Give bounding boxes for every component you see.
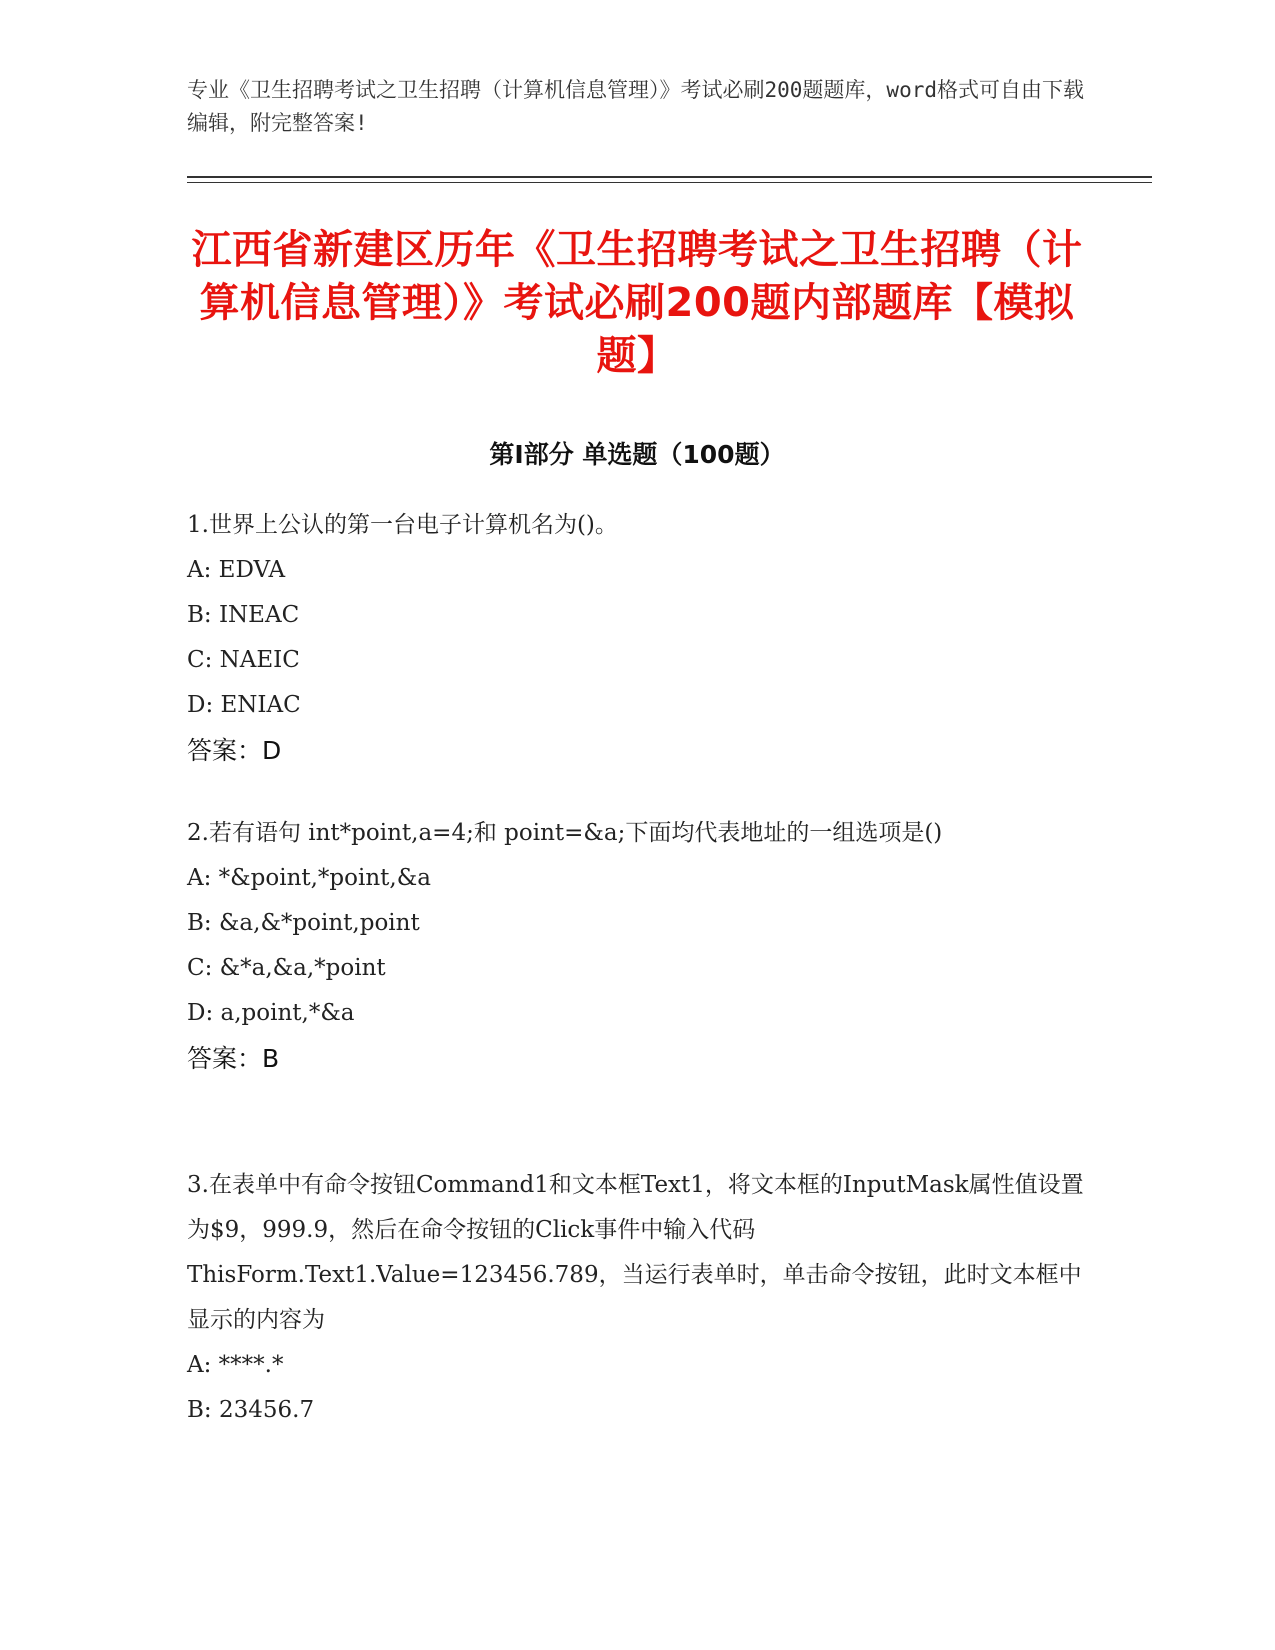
question-stem: 3.在表单中有命令按钮Command1和文本框Text1，将文本框的InputMask属性值设置为$9，999.9，然后在命令按钮的Click事件中输入代码ThisForm.Text1.Value=123456.789，当运行表单时，单击命令按钮，此时文本框中显示的内容为 <box>187 1172 1084 1333</box>
question-2 <box>187 811 1087 1081</box>
option-b: B: INEAC <box>187 602 300 628</box>
header-note: 专业《卫生招聘考试之卫生招聘（计算机信息管理）》考试必刷200题题库，word格式可自由下载编辑，附完整答案! <box>187 78 1084 135</box>
option-b: B: &a,&*point,point <box>187 910 420 936</box>
question-stem: 1.世界上公认的第一台电子计算机名为()。 <box>187 512 618 538</box>
option-c: C: NAEIC <box>187 647 300 673</box>
document-title: 江西省新建区历年《卫生招聘考试之卫生招聘（计算机信息管理）》考试必刷200题内部题库【模拟题】 <box>191 227 1083 379</box>
answer: 答案：D <box>187 736 282 765</box>
header-rule-thick <box>187 176 1152 178</box>
option-d: D: ENIAC <box>187 692 301 718</box>
option-a: A: EDVA <box>187 557 286 583</box>
question-1 <box>187 503 1087 773</box>
option-d: D: a,point,*&a <box>187 1000 355 1026</box>
question-3 <box>187 1163 1087 1433</box>
section-heading: 第I部分 单选题（100题） <box>489 440 785 469</box>
option-a: A: *&point,*point,&a <box>187 865 431 891</box>
answer: 答案：B <box>187 1044 280 1073</box>
option-a: A: ****.* <box>187 1352 284 1378</box>
question-stem: 2.若有语句 int*point,a=4;和 point=&a;下面均代表地址的一组选项是() <box>187 820 943 846</box>
option-c: C: &*a,&a,*point <box>187 955 386 981</box>
option-b: B: 23456.7 <box>187 1397 315 1423</box>
header-rule-thin <box>187 182 1152 183</box>
